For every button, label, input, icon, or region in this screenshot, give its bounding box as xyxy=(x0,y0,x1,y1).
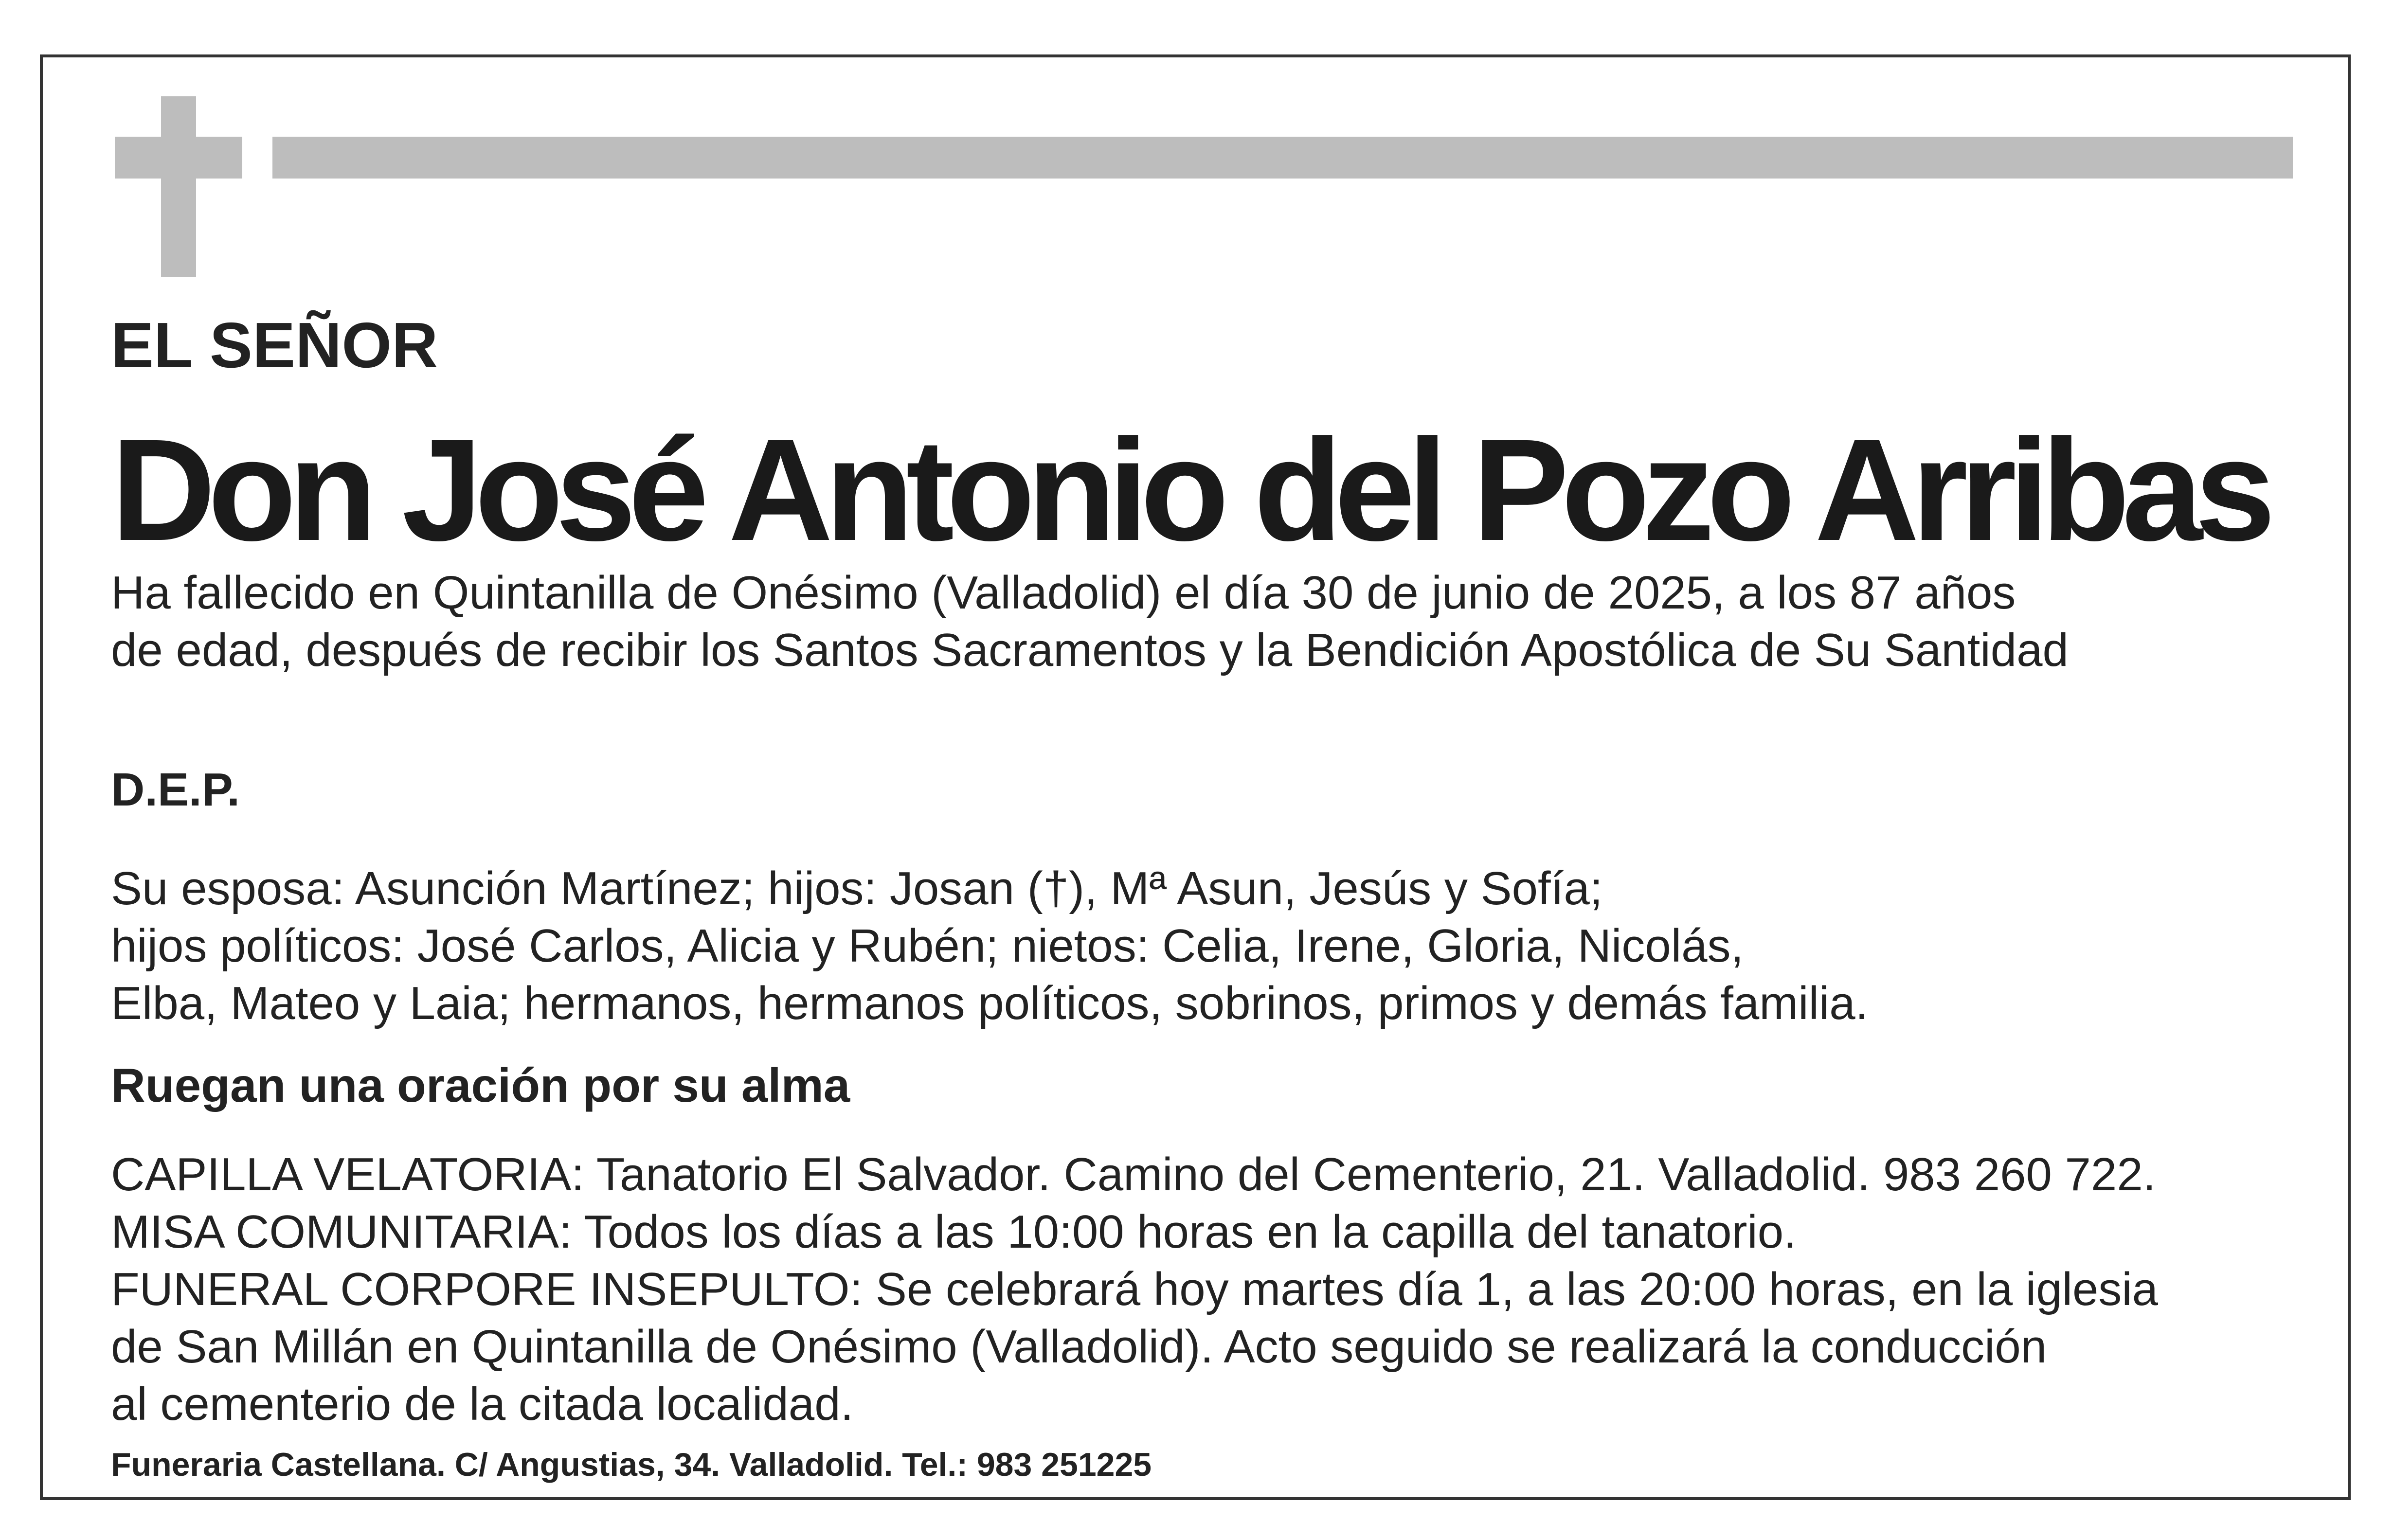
death-announcement xyxy=(111,564,2069,679)
service-line-wake: CAPILLA VELATORIA: Tanatorio El Salvador. Camino del Cementerio, 21. Valladolid. 983 260 722. xyxy=(111,1148,2156,1200)
family-line: Elba, Mateo y Laia; hermanos, hermanos políticos, sobrinos, primos y demás familia. xyxy=(111,977,1869,1029)
honorific: EL SEÑOR xyxy=(111,309,438,381)
service-line-funeral-cont: de San Millán en Quintanilla de Onésimo (Valladolid). Acto seguido se realizará la conducción xyxy=(111,1321,2047,1373)
funeral-home-footer: Funeraria Castellana. C/ Angustias, 34. Valladolid. Tel.: 983 251225 xyxy=(111,1446,1152,1483)
family-line: hijos políticos: José Carlos, Alicia y Rubén; nietos: Celia, Irene, Gloria, Nicolás, xyxy=(111,920,1744,972)
service-line-mass: MISA COMUNITARIA: Todos los días a las 10:00 horas en la capilla del tanatorio. xyxy=(111,1206,1797,1258)
service-line-funeral: FUNERAL CORPORE INSEPULTO: Se celebrará hoy martes día 1, a las 20:00 horas, en la iglesia xyxy=(111,1263,2159,1315)
family-line: Su esposa: Asunción Martínez; hijos: Josan (†), Mª Asun, Jesús y Sofía; xyxy=(111,862,1603,914)
service-line-burial: al cementerio de la citada localidad. xyxy=(111,1378,854,1430)
header-rule xyxy=(272,137,2293,179)
cross-horizontal-bar xyxy=(115,137,242,179)
cross-icon xyxy=(115,96,242,277)
announcement-line: de edad, después de recibir los Santos Sacramentos y la Bendición Apostólica de Su Santidad xyxy=(111,624,2069,676)
prayer-request: Ruegan una oración por su alma xyxy=(111,1058,850,1112)
deceased-name: Don José Antonio del Pozo Arribas xyxy=(111,409,2268,571)
family-list xyxy=(111,860,1868,1032)
cross-vertical-bar xyxy=(161,96,196,277)
dep-label: D.E.P. xyxy=(111,764,240,816)
announcement-line: Ha fallecido en Quintanilla de Onésimo (Valladolid) el día 30 de junio de 2025, a los 87 años xyxy=(111,567,2016,619)
service-details xyxy=(111,1146,2158,1433)
